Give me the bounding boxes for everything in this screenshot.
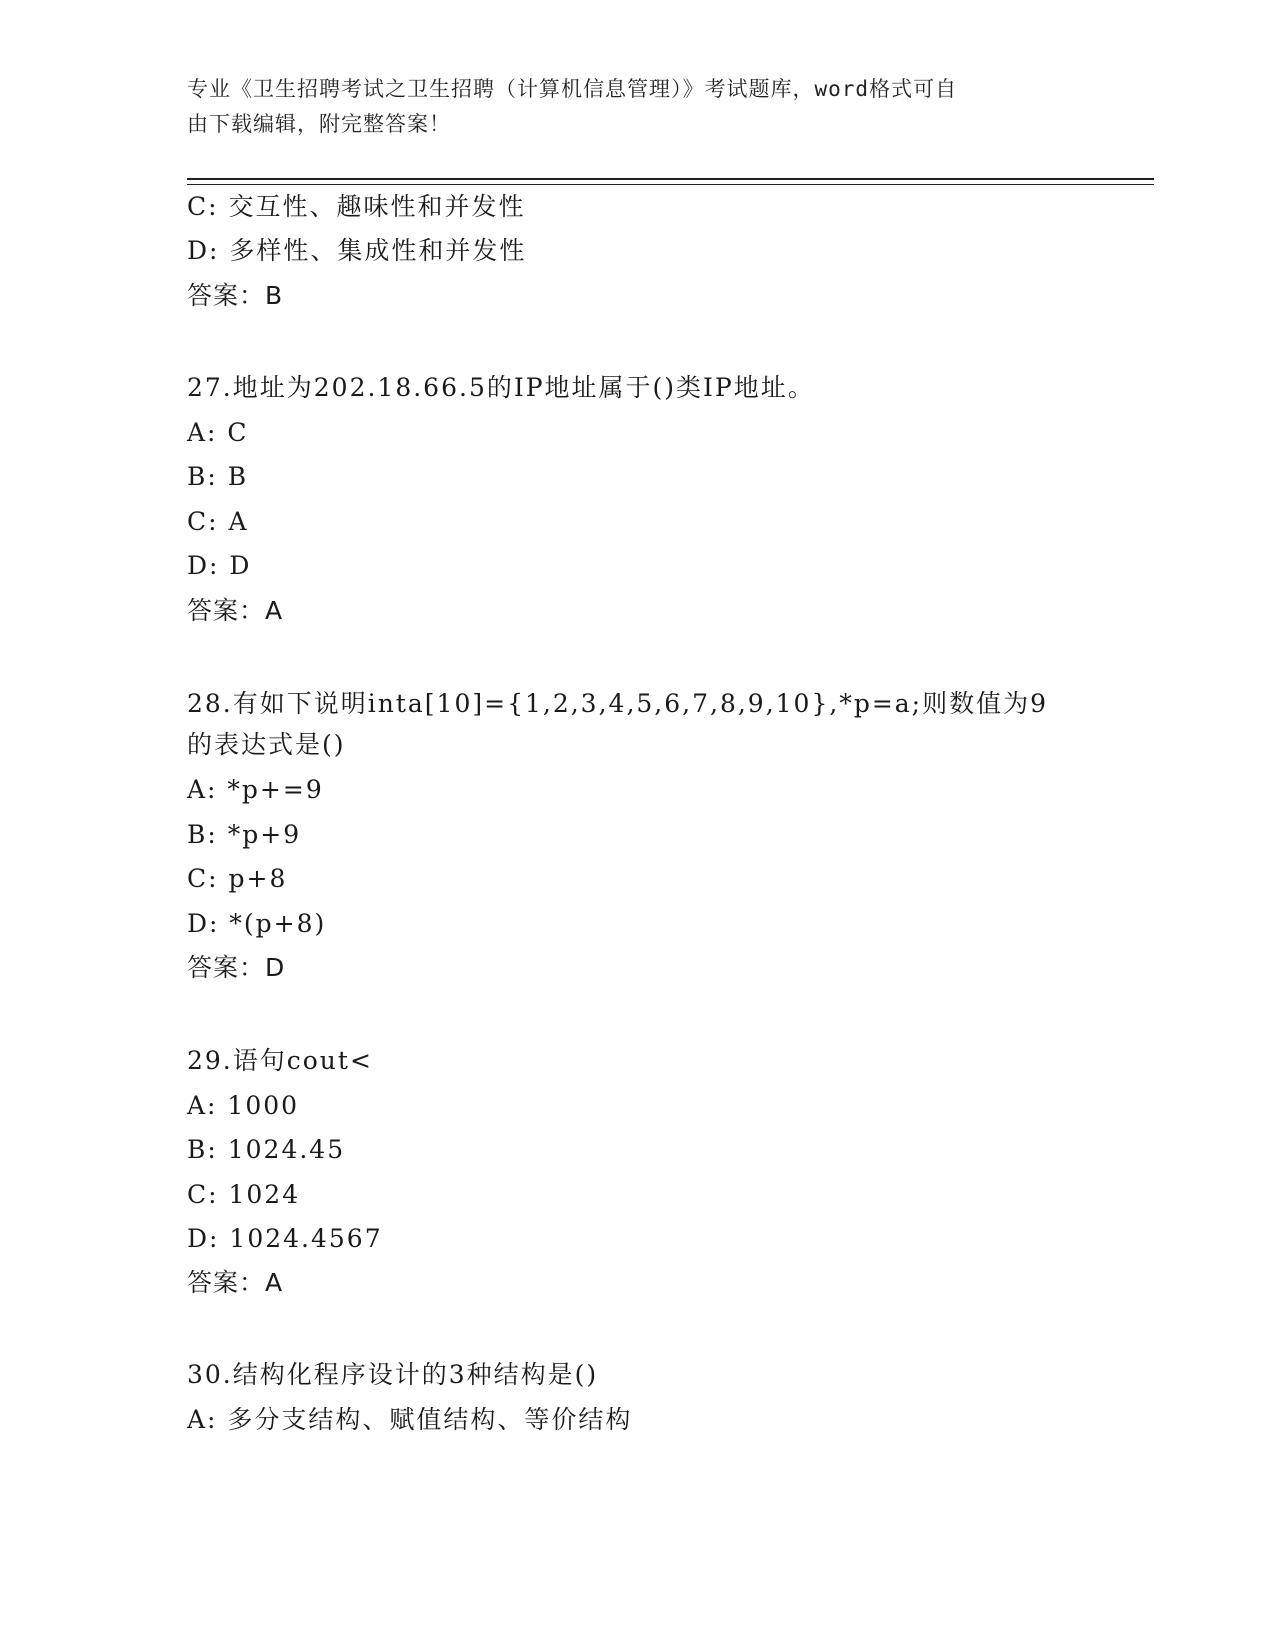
q28-stem-line-2: 的表达式是() [187,730,346,759]
q27-stem: 27.地址为202.18.66.5的IP地址属于()类IP地址。 [187,373,815,402]
document-header [187,72,1067,142]
q27-option-a: A: C [187,418,249,447]
prev-option-c: C: 交互性、趣味性和并发性 [187,192,526,221]
q29-option-a: A: 1000 [187,1091,300,1120]
q29-stem: 29.语句cout< [187,1046,373,1075]
q29-answer: 答案：A [187,1268,284,1297]
q30-stem: 30.结构化程序设计的3种结构是() [187,1360,599,1389]
header-divider-thick [187,178,1154,180]
q30-option-a: A: 多分支结构、赋值结构、等价结构 [187,1405,633,1434]
prev-option-d: D: 多样性、集成性和并发性 [187,236,527,265]
q28-option-d: D: *(p+8) [187,909,327,938]
q27-option-c: C: A [187,507,249,536]
q28-option-c: C: p+8 [187,864,288,893]
q27-option-d: D: D [187,551,252,580]
q29-option-d: D: 1024.4567 [187,1224,383,1253]
header-line-2: 由下载编辑，附完整答案！ [187,112,451,136]
q28-answer: 答案：D [187,953,286,982]
q29-option-b: B: 1024.45 [187,1135,346,1164]
q28-option-b: B: *p+9 [187,820,302,849]
q29-option-c: C: 1024 [187,1180,301,1209]
q28-stem-line-1: 28.有如下说明inta[10]={1,2,3,4,5,6,7,8,9,10},*p=a;则数值为9 [187,689,1048,718]
q27-option-b: B: B [187,462,249,491]
header-divider-thin [187,184,1154,185]
prev-answer: 答案：B [187,281,284,310]
header-line-1: 专业《卫生招聘考试之卫生招聘（计算机信息管理）》考试题库，word格式可自 [187,77,958,101]
q28-option-a: A: *p+=9 [187,775,324,804]
q27-answer: 答案：A [187,596,284,625]
